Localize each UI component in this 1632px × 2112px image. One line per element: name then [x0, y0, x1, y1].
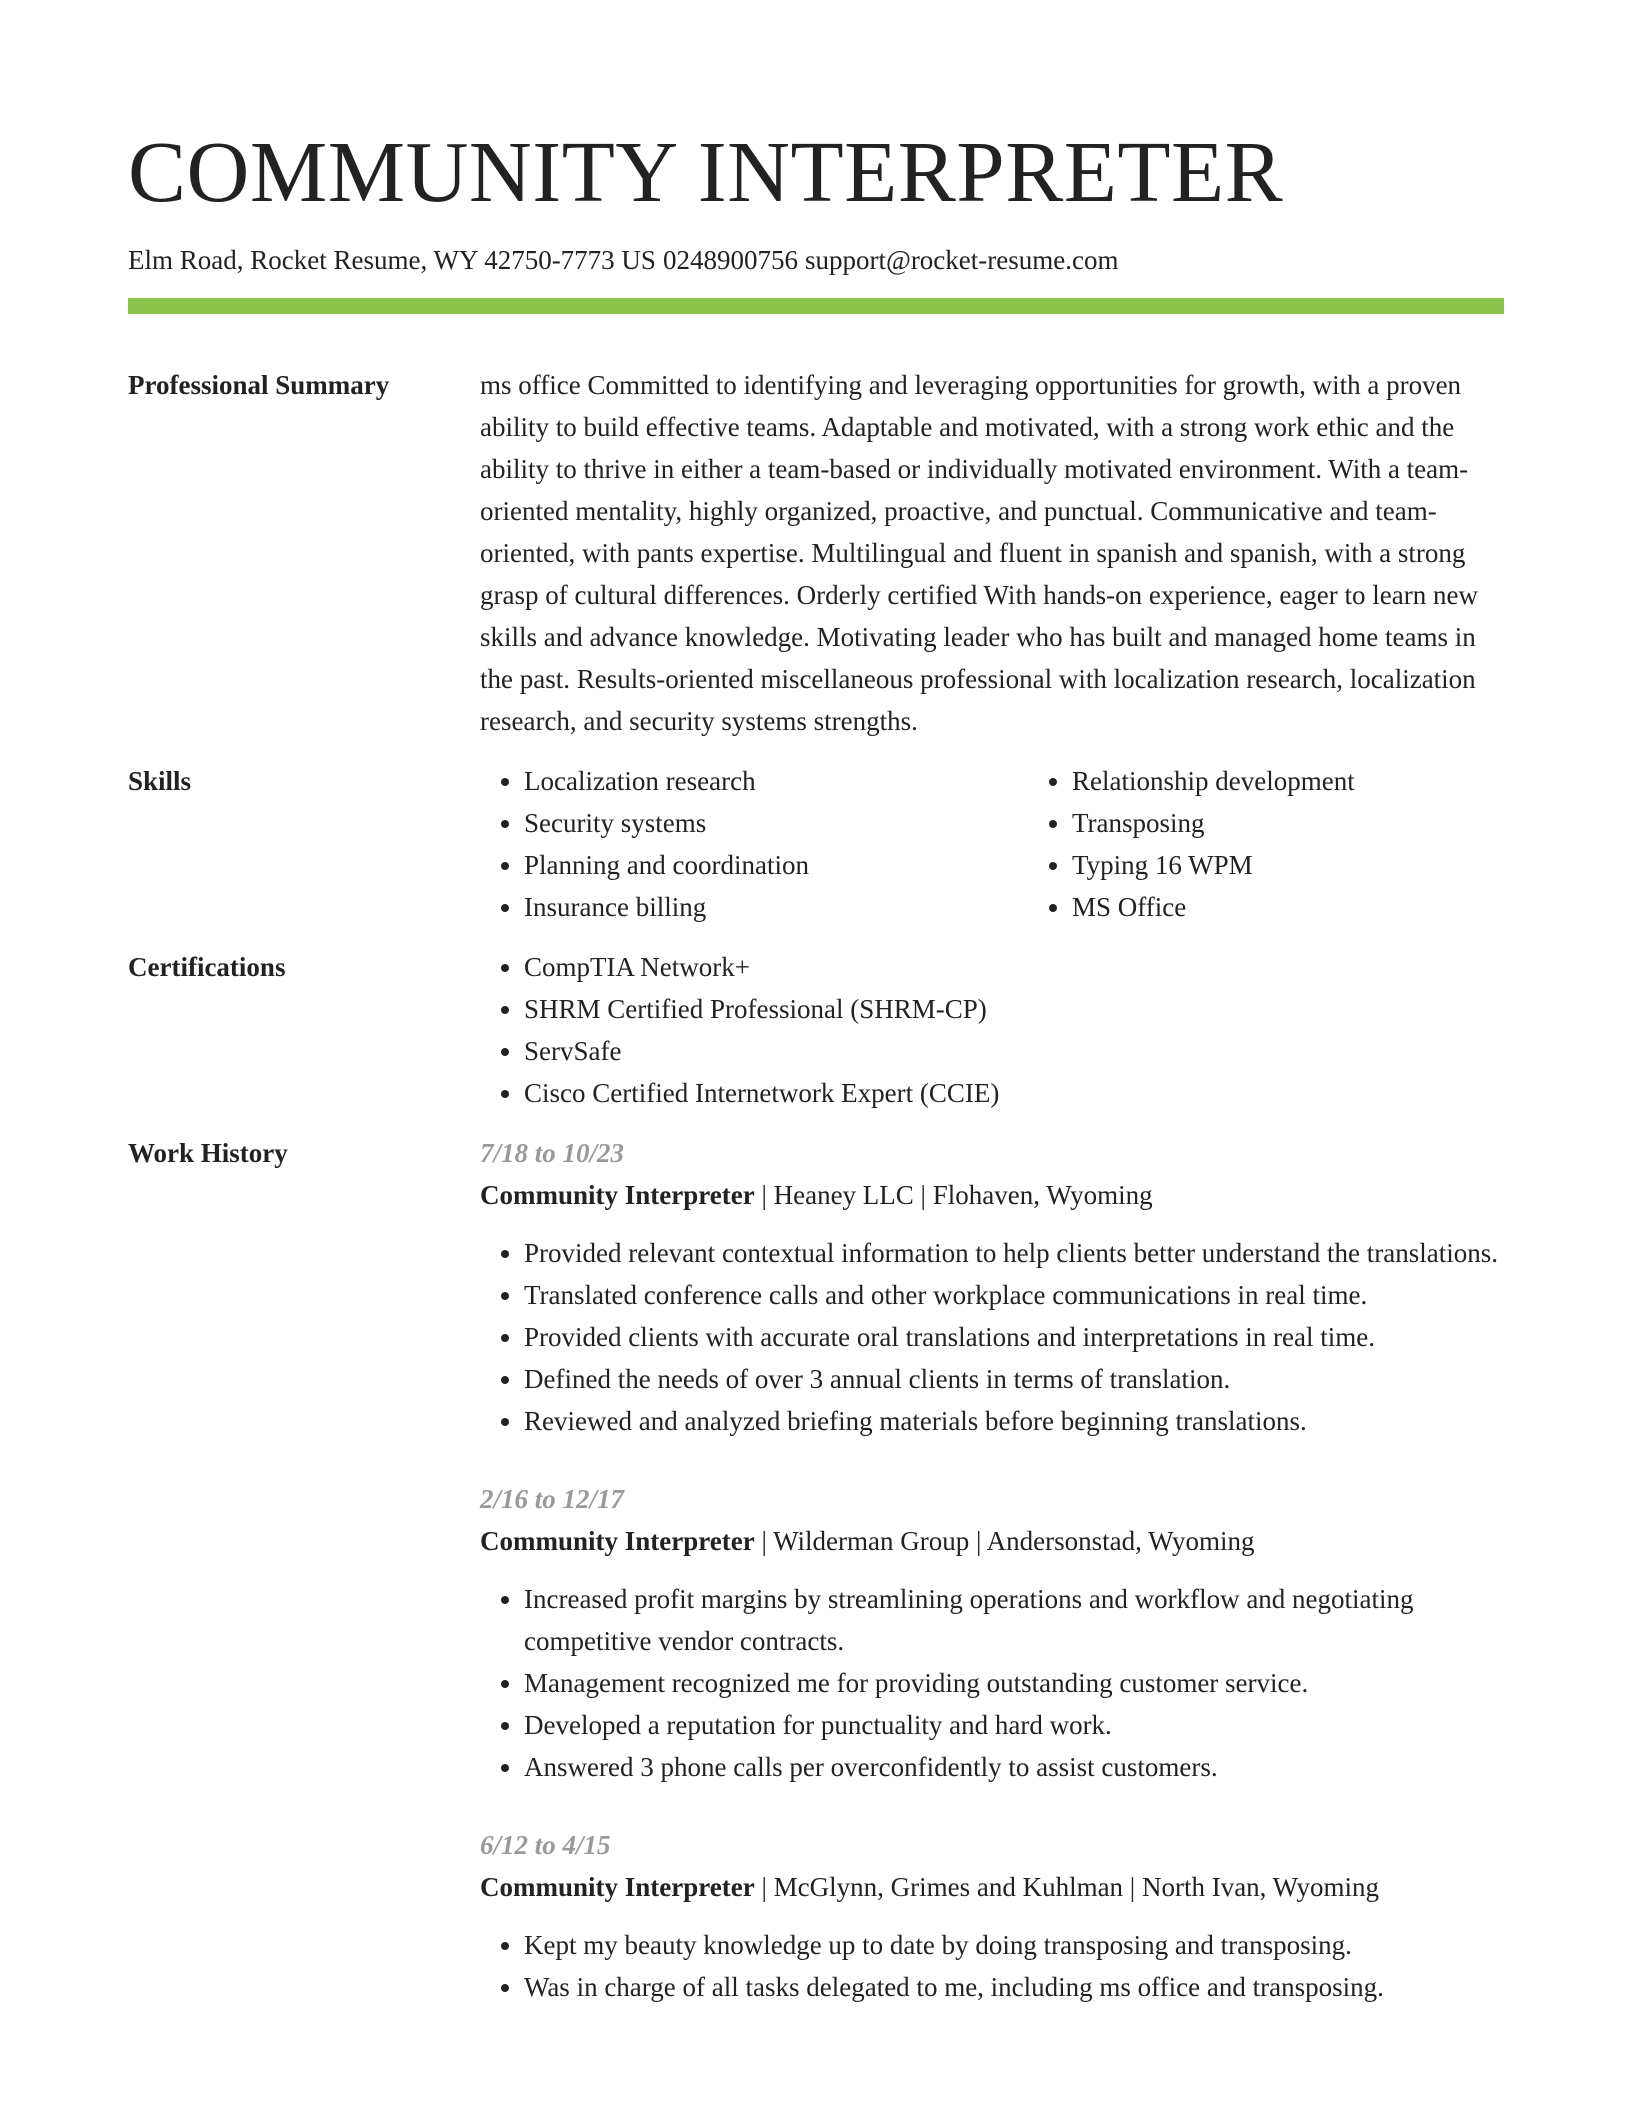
summary-heading: Professional Summary [128, 370, 390, 400]
skill-item: • Localization research [524, 760, 1028, 802]
job-bullet: • Reviewed and analyzed briefing materials before beginning translations. [524, 1400, 1504, 1442]
contact-line [128, 244, 1504, 276]
certification-item: • Cisco Certified Internetwork Expert (CCIE) [524, 1072, 1504, 1114]
job-employer: | Wilderman Group | Andersonstad, Wyoming [754, 1526, 1255, 1556]
skills-section [128, 760, 1504, 928]
certification-item: • ServSafe [524, 1030, 1504, 1072]
job-role: Community Interpreter [480, 1180, 755, 1210]
job-role: Community Interpreter [480, 1872, 755, 1902]
summary-section [128, 364, 1504, 742]
skill-item: • Typing 16 WPM [1072, 844, 1576, 886]
job-bullets [480, 1924, 1504, 2008]
certification-item: • SHRM Certified Professional (SHRM-CP) [524, 988, 1504, 1030]
certifications-heading: Certifications [128, 952, 286, 982]
resume-page [128, 0, 1504, 2044]
job-bullet: • Provided relevant contextual information to help clients better understand the translations. [524, 1232, 1504, 1274]
summary-text: ms office Committed to identifying and leveraging opportunities for growth, with a proven ability to build effective teams. Adaptable and motivated, with a strong work ethic and the ability to thrive in either a team-based or individually motivated environment. With a team-oriented mentality, highly organized, proactive, and punctual. Communicative and team-oriented, with pants expertise. Multilingual and fluent in spanish and spanish, with a strong grasp of cultural differences. Orderly certified With hands-on experience, eager to learn new skills and advance knowledge. Motivating leader who has built and managed home teams in the past. Results-oriented miscellaneous professional with localization research, localization research, and security systems strengths. [480, 370, 1478, 736]
job-bullets [480, 1578, 1504, 1788]
job-bullet: • Management recognized me for providing outstanding customer service. [524, 1662, 1504, 1704]
skills-list [480, 760, 1576, 928]
job-entry [480, 1132, 1504, 1442]
header-divider [128, 298, 1504, 314]
work-history-section [128, 1132, 1504, 2044]
certifications-list [480, 946, 1504, 1114]
job-bullet: • Was in charge of all tasks delegated to me, including ms office and transposing. [524, 1966, 1504, 2008]
work-history-list [480, 1132, 1504, 2044]
resume-name: COMMUNITY INTERPRETER [128, 123, 1284, 220]
skill-item: • Relationship development [1072, 760, 1576, 802]
job-dates: 2/16 to 12/17 [480, 1484, 625, 1514]
job-employer: | Heaney LLC | Flohaven, Wyoming [754, 1180, 1153, 1210]
skill-item: • Insurance billing [524, 886, 1028, 928]
job-dates: 6/12 to 4/15 [480, 1830, 611, 1860]
job-entry [480, 1478, 1504, 1788]
job-role: Community Interpreter [480, 1526, 755, 1556]
job-bullet: • Provided clients with accurate oral translations and interpretations in real time. [524, 1316, 1504, 1358]
job-entry [480, 1824, 1504, 2008]
skill-item: • Planning and coordination [524, 844, 1028, 886]
skill-item: • MS Office [1072, 886, 1576, 928]
job-bullet: • Translated conference calls and other workplace communications in real time. [524, 1274, 1504, 1316]
job-title-line [480, 1174, 1504, 1216]
job-dates: 7/18 to 10/23 [480, 1138, 625, 1168]
contact-address: Elm Road, Rocket Resume, WY 42750-7773 US [128, 245, 656, 275]
job-bullet: • Kept my beauty knowledge up to date by doing transposing and transposing. [524, 1924, 1504, 1966]
job-bullet: • Developed a reputation for punctuality and hard work. [524, 1704, 1504, 1746]
skill-item: • Transposing [1072, 802, 1576, 844]
job-bullet: • Increased profit margins by streamlining operations and workflow and negotiating competitive vendor contracts. [524, 1578, 1504, 1662]
skill-item: • Security systems [524, 802, 1028, 844]
job-bullet: • Answered 3 phone calls per overconfidently to assist customers. [524, 1746, 1504, 1788]
job-title-line [480, 1520, 1504, 1562]
skills-column-right [1028, 760, 1576, 928]
contact-phone: 0248900756 [662, 245, 798, 275]
certification-item: • CompTIA Network+ [524, 946, 1504, 988]
work-history-heading: Work History [128, 1138, 288, 1168]
job-bullet: • Defined the needs of over 3 annual clients in terms of translation. [524, 1358, 1504, 1400]
contact-email: support@rocket-resume.com [804, 245, 1119, 275]
certifications-section [128, 946, 1504, 1114]
job-bullets [480, 1232, 1504, 1442]
skills-heading: Skills [128, 766, 192, 796]
job-employer: | McGlynn, Grimes and Kuhlman | North Ivan, Wyoming [754, 1872, 1380, 1902]
skills-column-left [480, 760, 1028, 928]
job-title-line [480, 1866, 1504, 1908]
